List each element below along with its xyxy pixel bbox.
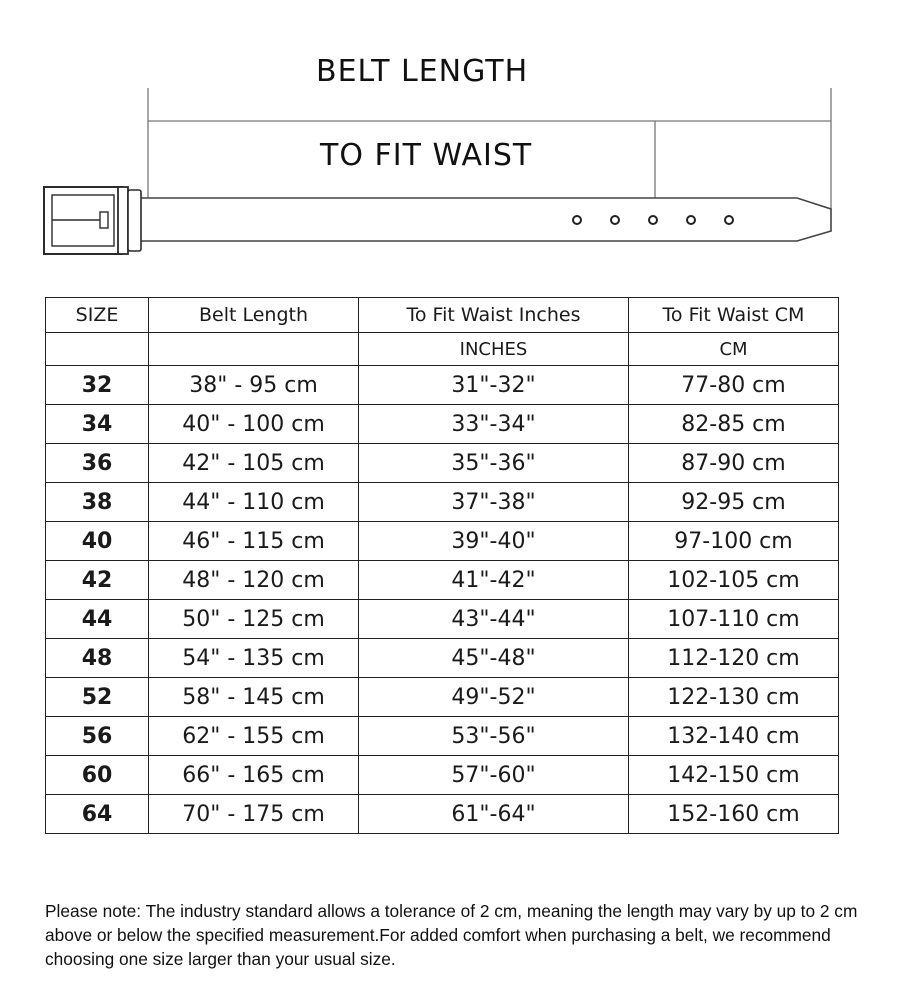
waist-cm-cell: 107-110 cm: [629, 600, 839, 639]
belt-length-label: BELT LENGTH: [316, 54, 529, 89]
header-size: SIZE: [46, 298, 149, 333]
table-row: [46, 444, 839, 483]
belt-illustration: [0, 0, 900, 270]
waist-cm-cell: 102-105 cm: [629, 561, 839, 600]
waist-cm-cell: 97-100 cm: [629, 522, 839, 561]
table-header-row: [46, 298, 839, 333]
waist-cm-cell: 92-95 cm: [629, 483, 839, 522]
table-subheader-row: [46, 333, 839, 366]
table-row: [46, 483, 839, 522]
size-cell: 40: [46, 522, 149, 561]
size-cell: 32: [46, 366, 149, 405]
length-cell: 70" - 175 cm: [149, 795, 359, 834]
tolerance-note: Please note: The industry standard allows a tolerance of 2 cm, meaning the length may vary by up to 2 cm above or below the specified measurement.For added comfort when purchasing a belt, we recommend choosing one size larger than your usual size.: [45, 901, 858, 970]
header-waist-cm: To Fit Waist CM: [629, 298, 839, 333]
waist-cm-cell: 152-160 cm: [629, 795, 839, 834]
belt-buckle-icon: [44, 187, 141, 254]
size-cell: 34: [46, 405, 149, 444]
waist-inches-cell: 45"-48": [359, 639, 629, 678]
size-cell: 64: [46, 795, 149, 834]
length-cell: 44" - 110 cm: [149, 483, 359, 522]
waist-cm-cell: 82-85 cm: [629, 405, 839, 444]
size-cell: 44: [46, 600, 149, 639]
table-row: [46, 522, 839, 561]
length-cell: 62" - 155 cm: [149, 717, 359, 756]
header-waist-inches: To Fit Waist Inches: [359, 298, 629, 333]
length-cell: 38" - 95 cm: [149, 366, 359, 405]
length-cell: 48" - 120 cm: [149, 561, 359, 600]
table-row: [46, 561, 839, 600]
waist-inches-cell: 31"-32": [359, 366, 629, 405]
subheader-inches: INCHES: [359, 333, 629, 366]
size-cell: 56: [46, 717, 149, 756]
size-cell: 52: [46, 678, 149, 717]
belt-diagram: [0, 0, 900, 270]
size-cell: 38: [46, 483, 149, 522]
waist-cm-cell: 132-140 cm: [629, 717, 839, 756]
size-cell: 48: [46, 639, 149, 678]
fit-waist-label: TO FIT WAIST: [320, 138, 533, 173]
waist-cm-cell: 87-90 cm: [629, 444, 839, 483]
table-row: [46, 678, 839, 717]
size-cell: 36: [46, 444, 149, 483]
subheader-cm: CM: [629, 333, 839, 366]
subheader-size: [46, 333, 149, 366]
subheader-belt-length: [149, 333, 359, 366]
length-cell: 40" - 100 cm: [149, 405, 359, 444]
length-cell: 50" - 125 cm: [149, 600, 359, 639]
table-row: [46, 366, 839, 405]
size-chart-table: [45, 297, 839, 834]
header-belt-length: Belt Length: [149, 298, 359, 333]
waist-cm-cell: 112-120 cm: [629, 639, 839, 678]
table-row: [46, 405, 839, 444]
waist-inches-cell: 49"-52": [359, 678, 629, 717]
length-cell: 54" - 135 cm: [149, 639, 359, 678]
table-row: [46, 600, 839, 639]
length-cell: 42" - 105 cm: [149, 444, 359, 483]
length-cell: 46" - 115 cm: [149, 522, 359, 561]
waist-inches-cell: 53"-56": [359, 717, 629, 756]
waist-cm-cell: 142-150 cm: [629, 756, 839, 795]
waist-inches-cell: 41"-42": [359, 561, 629, 600]
waist-cm-cell: 122-130 cm: [629, 678, 839, 717]
table-row: [46, 756, 839, 795]
waist-inches-cell: 57"-60": [359, 756, 629, 795]
size-cell: 60: [46, 756, 149, 795]
table-row: [46, 795, 839, 834]
length-cell: 66" - 165 cm: [149, 756, 359, 795]
waist-inches-cell: 33"-34": [359, 405, 629, 444]
waist-inches-cell: 43"-44": [359, 600, 629, 639]
table-row: [46, 717, 839, 756]
waist-cm-cell: 77-80 cm: [629, 366, 839, 405]
length-cell: 58" - 145 cm: [149, 678, 359, 717]
waist-inches-cell: 37"-38": [359, 483, 629, 522]
size-cell: 42: [46, 561, 149, 600]
waist-inches-cell: 39"-40": [359, 522, 629, 561]
waist-inches-cell: 61"-64": [359, 795, 629, 834]
waist-inches-cell: 35"-36": [359, 444, 629, 483]
table-row: [46, 639, 839, 678]
